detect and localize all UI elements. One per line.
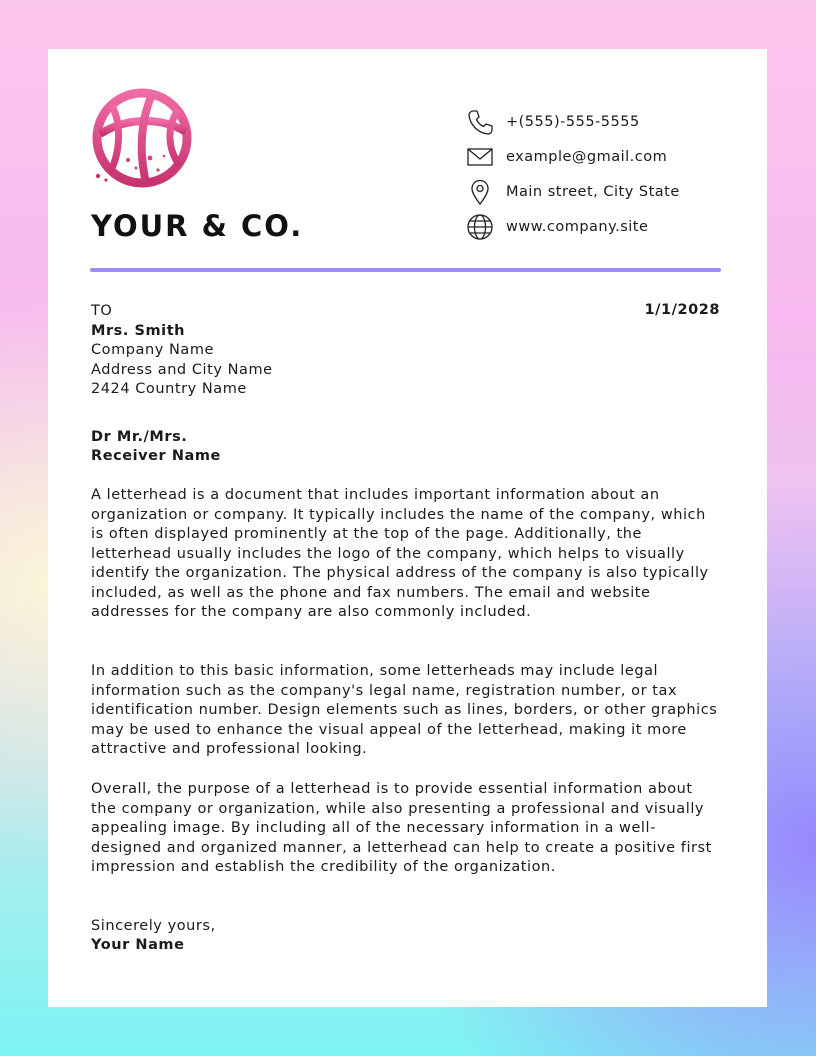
website-url[interactable]: www.company.site	[506, 218, 649, 235]
phone-icon	[466, 108, 494, 136]
contact-phone	[466, 104, 726, 139]
to-label: TO	[91, 303, 113, 319]
recipient-company: Company Name	[91, 342, 214, 358]
body-paragraph: In addition to this basic information, some letterheads may include legal information such as the company's legal name, registration number, or tax identification number. Design elements such as lines, borders, or other graphics may be used to enhance the visual appeal of the letterhead, making it more attractive and professional looking.	[91, 663, 718, 757]
company-name: YOUR & CO.	[91, 209, 304, 243]
contact-block	[466, 104, 726, 244]
contact-email	[466, 139, 726, 174]
recipient-address: Address and City Name	[91, 362, 273, 378]
recipient-name: Mrs. Smith	[91, 323, 186, 339]
body-paragraph: Overall, the purpose of a letterhead is to provide essential information about the company or organization, while also presenting a professional and visually appealing image. By including all of the necessary information in a well-designed and organized manner, a letterhead can help to create a positive first impression and establish the credibility of the organization.	[91, 781, 712, 875]
closing: Sincerely yours,	[91, 918, 216, 934]
globe-icon	[466, 213, 494, 241]
phone-number[interactable]: +(555)-555-5555	[506, 113, 640, 130]
basketball-logo	[90, 88, 194, 190]
contact-address	[466, 174, 726, 209]
body-paragraph: A letterhead is a document that includes important information about an organization or company. It typically includes the name of the company, which is often displayed prominently at the top of the page. Additionally, the letterhead usually includes the logo of the company, which helps to visually identify the organization. The physical address of the company is also typically included, as well as the phone and fax numbers. The email and website addresses for the company are also commonly included.	[91, 487, 709, 620]
signature-name: Your Name	[91, 937, 185, 953]
salutation-line1: Dr Mr./Mrs.	[91, 429, 188, 445]
email-address[interactable]: example@gmail.com	[506, 148, 668, 165]
header-divider	[90, 268, 721, 272]
letter-date: 1/1/2028	[644, 302, 720, 318]
contact-website	[466, 209, 726, 244]
street-address: Main street, City State	[506, 183, 680, 200]
map-pin-icon	[466, 178, 494, 206]
recipient-country: 2424 Country Name	[91, 381, 247, 397]
envelope-icon	[466, 143, 494, 171]
salutation-line2: Receiver Name	[91, 448, 221, 464]
